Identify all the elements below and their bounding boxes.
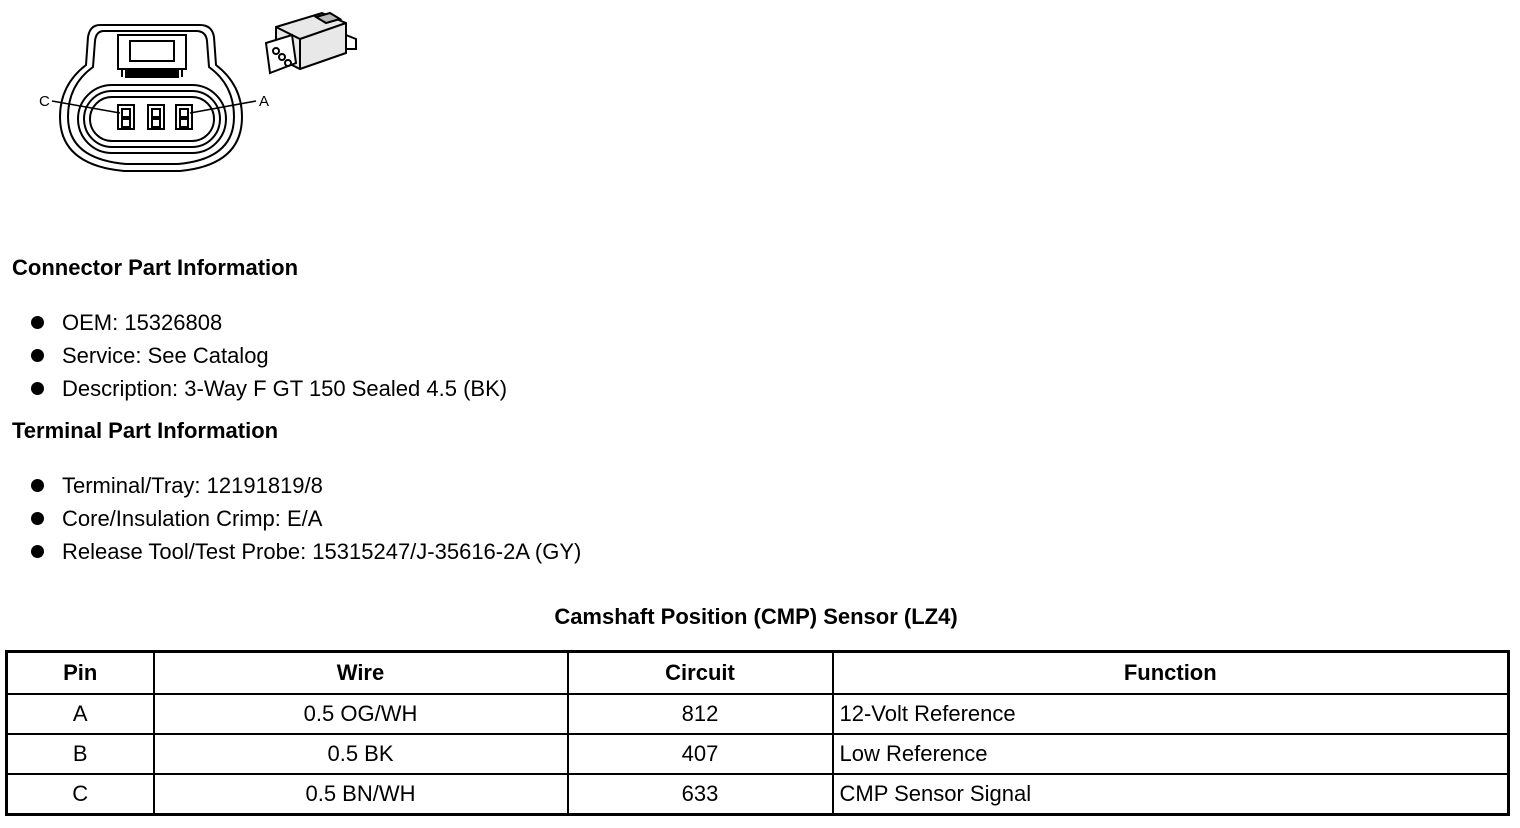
header-wire: Wire [154, 652, 568, 695]
header-function: Function [833, 652, 1509, 695]
bullet-icon [31, 382, 44, 395]
bullet-icon [31, 545, 44, 558]
core-insulation-crimp: Core/Insulation Crimp: E/A [62, 506, 323, 531]
bullet-icon [31, 316, 44, 329]
cell-function: 12-Volt Reference [833, 694, 1509, 734]
cell-wire: 0.5 OG/WH [154, 694, 568, 734]
header-circuit: Circuit [568, 652, 833, 695]
bullet-icon [31, 479, 44, 492]
list-item [28, 502, 581, 535]
list-item [28, 339, 507, 372]
terminal-tray: Terminal/Tray: 12191819/8 [62, 473, 323, 498]
header-pin: Pin [7, 652, 154, 695]
table-header-row [7, 652, 1509, 695]
list-item [28, 469, 581, 502]
list-item [28, 372, 507, 405]
table-row [7, 774, 1509, 815]
table-row [7, 694, 1509, 734]
cell-function: CMP Sensor Signal [833, 774, 1509, 815]
list-item [28, 535, 581, 568]
cell-pin: A [7, 694, 154, 734]
connector-part-info-list [28, 306, 507, 405]
cell-function: Low Reference [833, 734, 1509, 774]
cell-wire: 0.5 BK [154, 734, 568, 774]
cell-circuit: 633 [568, 774, 833, 815]
terminal-part-info-list [28, 469, 581, 568]
release-tool-test-probe: Release Tool/Test Probe: 15315247/J-35616-2A (GY) [62, 539, 582, 564]
pin-table-caption: Camshaft Position (CMP) Sensor (LZ4) [554, 604, 958, 629]
cell-pin: C [7, 774, 154, 815]
pin-a-callout: A [259, 93, 270, 110]
pin-assignment-table [5, 650, 1510, 816]
oem-part-number: OEM: 15326808 [62, 310, 223, 335]
cell-circuit: 407 [568, 734, 833, 774]
table-row [7, 734, 1509, 774]
service-info: Service: See Catalog [62, 343, 269, 368]
list-item [28, 306, 507, 339]
connector-isometric-view [266, 13, 356, 73]
cell-circuit: 812 [568, 694, 833, 734]
cell-wire: 0.5 BN/WH [154, 774, 568, 815]
connector-description: Description: 3-Way F GT 150 Sealed 4.5 (BK) [62, 376, 508, 401]
terminal-part-information-heading: Terminal Part Information [12, 418, 279, 443]
bullet-icon [31, 349, 44, 362]
connector-face-illustration [30, 5, 370, 185]
pin-c-callout: C [39, 93, 50, 110]
connector-part-information-heading: Connector Part Information [12, 255, 299, 280]
cell-pin: B [7, 734, 154, 774]
bullet-icon [31, 512, 44, 525]
terminal-cavities [118, 105, 192, 129]
